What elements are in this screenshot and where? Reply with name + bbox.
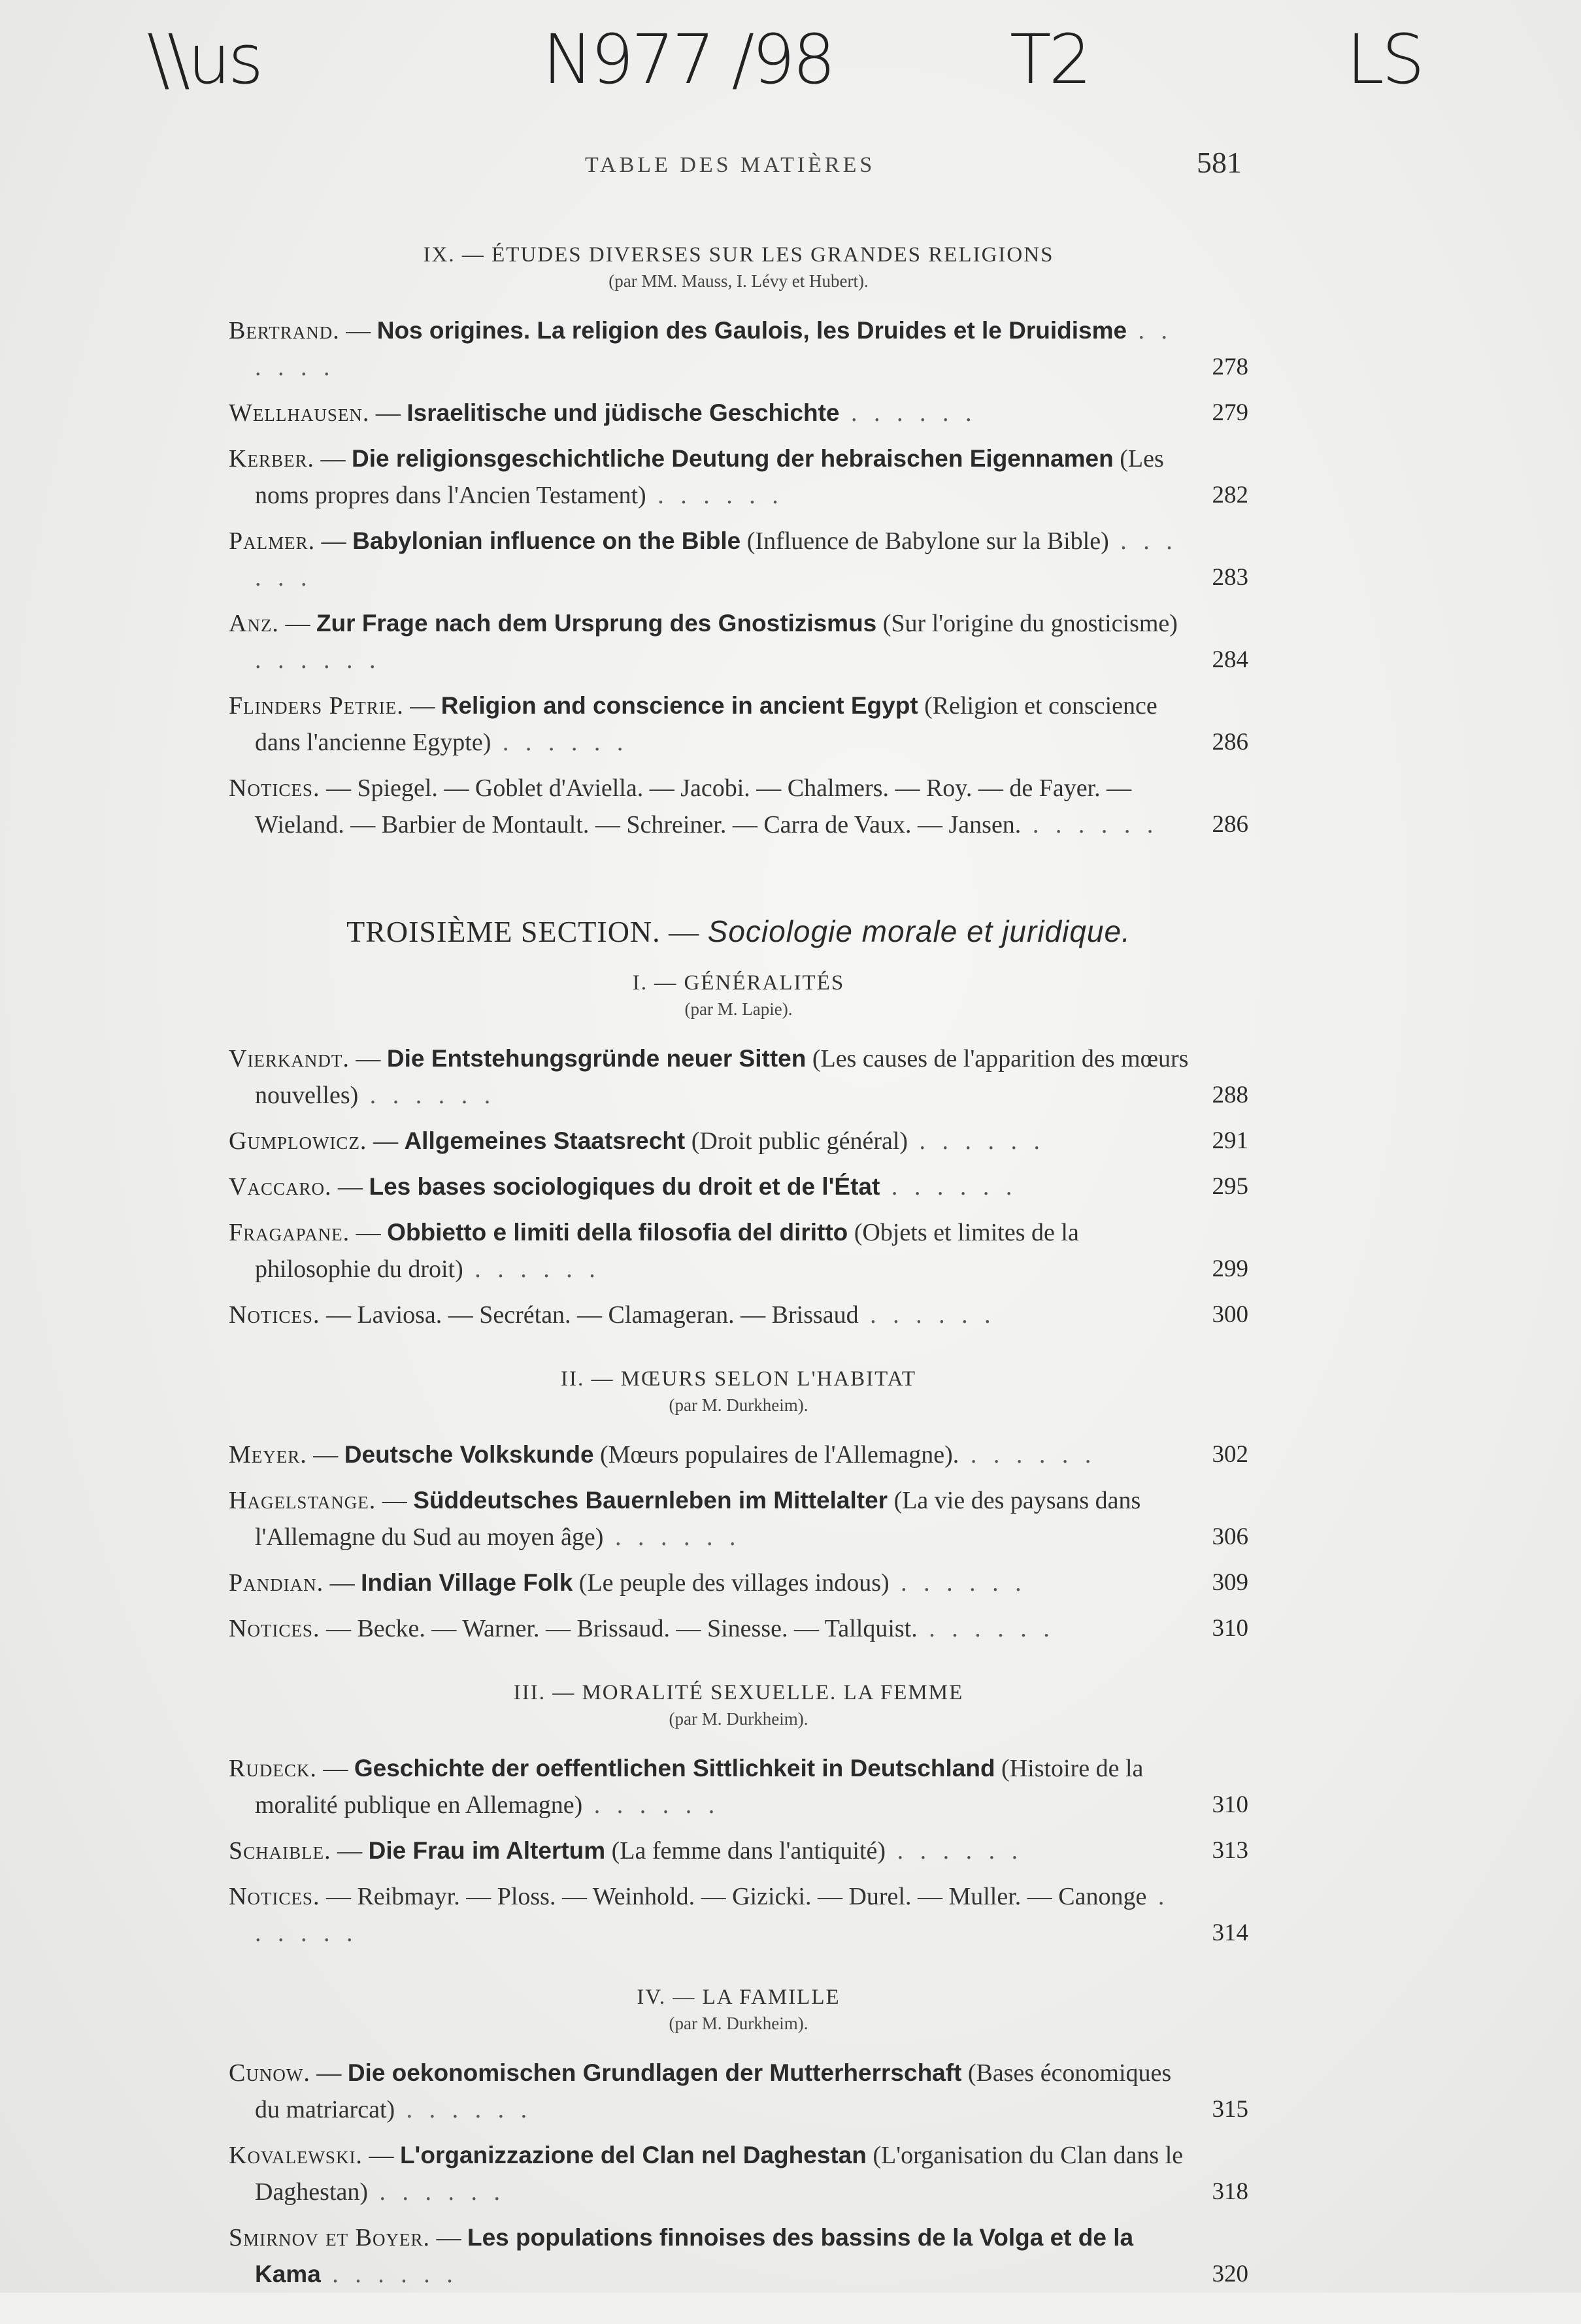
entry-title: Deutsche Volkskunde (344, 1441, 594, 1468)
toc-entry (229, 1214, 1248, 1287)
leader-dots: . . . . . . (320, 2261, 458, 2288)
entry-text: Vaccaro. — Les bases sociologiques du droit et de l'État . . . . . . (229, 1173, 1018, 1201)
entry-page: 291 (1212, 1127, 1248, 1154)
toc-entry (229, 1610, 1248, 1647)
leader-dots: . . . . . . (1021, 811, 1159, 838)
entry-text (229, 1610, 1190, 1647)
toc-entry (229, 1123, 1248, 1159)
toc-entry (229, 1040, 1248, 1114)
entry-text (229, 1297, 1190, 1333)
part-heading: TROISIÈME SECTION. — Sociologie morale et juridique. (346, 914, 1131, 948)
entry-gloss: (Mœurs populaires de l'Allemagne). (600, 1441, 959, 1469)
entry-title: Indian Village Folk (361, 1569, 573, 1596)
toc-entry (229, 1169, 1248, 1205)
entry-title: Obbietto e limiti della filosofia del diritto (387, 1219, 848, 1246)
entry-text (229, 1878, 1190, 1951)
entry-gloss: (La vie des paysans dans l'Allemagne du Sud au moyen âge) (255, 1487, 1141, 1551)
table-of-contents (229, 241, 1248, 2324)
entry-text: Vierkandt. — Die Entstehungsgründe neuer Sitten (Les causes de l'apparition des mœurs nouvelles) . . . . . . (229, 1045, 1189, 1109)
entry-author: Pandian. (229, 1569, 324, 1597)
toc-entry (229, 1833, 1248, 1869)
entry-gloss: (Influence de Babylone sur la Bible) (746, 527, 1109, 555)
running-head (229, 145, 1242, 184)
entry-author: Vaccaro. (229, 1173, 332, 1201)
entry-author: Notices. (229, 1615, 320, 1642)
toc-entry (229, 2219, 1248, 2293)
entry-author: Kovalewski. (229, 2142, 363, 2169)
entry-text: Schaible. — Die Frau im Altertum (La femme dans l'antiquité) . . . . . . (229, 1837, 1023, 1865)
toc-entry (229, 1565, 1248, 1601)
part-subtitle: Sociologie morale et juridique. (707, 914, 1131, 948)
entry-text: Gumplowicz. — Allgemeines Staatsrecht (Droit public général) . . . . . . (229, 1127, 1046, 1155)
section-contributors: (par M. Durkheim). (669, 1709, 808, 1729)
entry-title: Religion and conscience in ancient Egypt (441, 692, 918, 719)
leader-dots: . . . . . . (491, 729, 629, 756)
leader-dots: . . . . . . (917, 1615, 1055, 1642)
leader-dots: . . . . . . (255, 646, 381, 674)
entry-text: Kovalewski. — L'organizzazione del Clan nel Daghestan (L'organisation du Clan dans le Daghestan) . . . . . . (229, 2142, 1184, 2206)
entry-title: Die religionsgeschichtliche Deutung der hebraischen Eigennamen (351, 445, 1114, 472)
entry-gloss: — Laviosa. — Secrétan. — Clamageran. — Brissaud (325, 1301, 859, 1329)
spacer (229, 852, 1248, 874)
handwritten-note-1: \\us (147, 20, 261, 99)
toc-entry (229, 688, 1248, 761)
entry-page: 315 (1212, 2096, 1248, 2123)
entry-text: Kerber. — Die religionsgeschichtliche Deutung der hebraischen Eigennamen (Les noms propres dans l'Ancien Testament) . . . . . . (229, 445, 1164, 509)
entry-gloss: — Reibmayr. — Ploss. — Weinhold. — Gizicki. — Durel. — Muller. — Canonge (325, 1883, 1147, 1910)
entry-author: Hagelstange. (229, 1487, 376, 1514)
entry-author: Cunow. (229, 2059, 310, 2087)
leader-dots: . . . . . . (395, 2096, 533, 2123)
entry-author: Vierkandt. (229, 1045, 350, 1072)
leader-dots: . . . . . . (603, 1523, 741, 1551)
entry-author: Rudeck. (229, 1755, 317, 1782)
entry-author: Palmer. (229, 527, 316, 555)
toc-entry (229, 1750, 1248, 1823)
leader-dots: . . . . . . (908, 1127, 1046, 1155)
entry-author: Flinders Petrie. (229, 692, 404, 720)
entry-page: 286 (1212, 729, 1248, 755)
entry-title: Zur Frage nach dem Ursprung des Gnostizismus (316, 610, 877, 637)
entry-author: Notices. (229, 774, 320, 802)
handwritten-note-4: LS (1346, 20, 1422, 99)
entry-page: 310 (1212, 1791, 1248, 1818)
entry-page: 302 (1212, 1441, 1248, 1468)
entry-page: 300 (1212, 1301, 1248, 1328)
toc-entry (229, 605, 1248, 678)
entry-gloss: (Objets et limites de la philosophie du droit) (255, 1219, 1079, 1283)
section-heading: III. — MORALITÉ SEXUELLE. LA FEMME (513, 1681, 964, 1704)
entry-page: 310 (1212, 1615, 1248, 1642)
entry-page: 279 (1212, 399, 1248, 426)
section-contributors: (par M. Lapie). (684, 999, 793, 1019)
toc-entry (229, 312, 1248, 386)
spacer (229, 1342, 1248, 1365)
toc-entry (229, 2137, 1248, 2210)
entry-page: 313 (1212, 1837, 1248, 1864)
leader-dots: . . . . . . (368, 2178, 506, 2206)
entry-author: Bertrand. (229, 317, 340, 344)
running-title: TABLE DES MATIÈRES (585, 153, 876, 177)
toc-entry (229, 440, 1248, 514)
section-heading: IX. — ÉTUDES DIVERSES SUR LES GRANDES RELIGIONS (423, 243, 1054, 267)
entry-text: Meyer. — Deutsche Volkskunde (Mœurs populaires de l'Allemagne). . . . . . . (229, 1441, 1097, 1469)
toc-entry (229, 2055, 1248, 2128)
section-contributors: (par M. Durkheim). (669, 1395, 808, 1415)
entry-author: Schaible. (229, 1837, 331, 1865)
section-heading: I. — GÉNÉRALITÉS (632, 971, 845, 995)
entry-title: L'organizzazione del Clan nel Daghestan (399, 2142, 867, 2168)
toc-entry (229, 1297, 1248, 1333)
entry-gloss: (Histoire de la moralité publique en Allemagne) (255, 1755, 1144, 1819)
section-heading: II. — MŒURS SELON L'HABITAT (560, 1367, 917, 1391)
leader-dots: . . . . . . (463, 1255, 601, 1283)
entry-text (229, 770, 1190, 843)
leader-dots: . . . . . . (255, 527, 1178, 591)
entry-text: Wellhausen. — Israelitische und jüdische Geschichte . . . . . . (229, 399, 977, 427)
leader-dots: . . . . . . (858, 1301, 996, 1329)
entry-page: 318 (1212, 2178, 1248, 2205)
leader-dots: . . . . . . (959, 1441, 1097, 1469)
leader-dots: . . . . . . (880, 1173, 1018, 1201)
entry-text: Flinders Petrie. — Religion and conscience in ancient Egypt (Religion et conscience dans l'ancienne Egypte) . . . . . . (229, 692, 1157, 756)
entry-gloss: (La femme dans l'antiquité) (611, 1837, 886, 1865)
entry-author: Gumplowicz. (229, 1127, 367, 1155)
page-number: 581 (1197, 146, 1242, 179)
entry-gloss: — Becke. — Warner. — Brissaud. — Sinesse. — Tallquist. (325, 1615, 918, 1642)
entry-gloss: (Religion et conscience dans l'ancienne Egypte) (255, 692, 1157, 756)
toc-entry (229, 1878, 1248, 1951)
section-heading: IV. — LA FAMILLE (637, 1985, 840, 2009)
leader-dots: . . . . . . (646, 482, 784, 509)
leader-dots: . . . . . . (255, 1883, 1170, 1947)
entry-gloss: (Sur l'origine du gnosticisme) (882, 610, 1178, 637)
entry-author: Fragapane. (229, 1219, 350, 1246)
entry-author: Notices. (229, 1301, 320, 1329)
spacer (229, 2302, 1248, 2324)
toc-entry (229, 1436, 1248, 1473)
entry-page: 284 (1212, 646, 1248, 673)
entry-gloss: (Les noms propres dans l'Ancien Testament) (255, 445, 1164, 509)
entry-text: Fragapane. — Obbietto e limiti della filosofia del diritto (Objets et limites de la philosophie du droit) . . . . . . (229, 1219, 1079, 1283)
part-label: TROISIÈME SECTION. (346, 915, 661, 948)
leader-dots: . . . . . . (358, 1082, 496, 1109)
entry-title: Israelitische und jüdische Geschichte (407, 399, 840, 426)
entry-author: Wellhausen. (229, 399, 370, 427)
entry-page: 309 (1212, 1569, 1248, 1596)
entry-title: Nos origines. La religion des Gaulois, les Druides et le Druidisme (376, 317, 1127, 344)
leader-dots: . . . . . . (886, 1837, 1023, 1865)
section-contributors: (par MM. Mauss, I. Lévy et Hubert). (608, 271, 869, 291)
entry-author: Notices. (229, 1883, 320, 1910)
entry-gloss: (Droit public général) (691, 1127, 908, 1155)
entry-gloss: (Les causes de l'apparition des mœurs nouvelles) (255, 1045, 1189, 1109)
entry-page: 283 (1212, 564, 1248, 591)
entry-page: 299 (1212, 1255, 1248, 1282)
entry-text: Rudeck. — Geschichte der oeffentlichen Sittlichkeit in Deutschland (Histoire de la moralité publique en Allemagne) . . . . . . (229, 1755, 1144, 1819)
entry-page: 295 (1212, 1173, 1248, 1200)
entry-page: 282 (1212, 482, 1248, 508)
leader-dots: . . . . . . (582, 1791, 720, 1819)
entry-gloss: — Spiegel. — Goblet d'Aviella. — Jacobi. — Chalmers. — Roy. — de Fayer. — Wieland. — Barbier de Montault. — Schreiner. — Carra de Vaux. — Jansen. (255, 774, 1132, 838)
entry-gloss: (L'organisation du Clan dans le Daghestan) (255, 2142, 1184, 2206)
entry-author: Kerber. (229, 445, 314, 473)
entry-author: Anz. (229, 610, 279, 637)
entry-page: 314 (1212, 1919, 1248, 1946)
entry-page: 320 (1212, 2261, 1248, 2287)
entry-title: Süddeutsches Bauernleben im Mittelalter (413, 1487, 888, 1514)
section-contributors: (par M. Durkheim). (669, 2014, 808, 2033)
entry-text: Anz. — Zur Frage nach dem Ursprung des Gnostizismus (Sur l'origine du gnosticisme) . . . . . . (229, 610, 1178, 674)
entry-page: 278 (1212, 354, 1248, 380)
handwritten-note-3: T2 (1010, 20, 1090, 99)
entry-page: 286 (1212, 811, 1248, 838)
leader-dots: . . . . . . (255, 317, 1173, 381)
entry-text: Pandian. — Indian Village Folk (Le peuple des villages indous) . . . . . . (229, 1569, 1027, 1597)
entry-text: Palmer. — Babylonian influence on the Bible (Influence de Babylone sur la Bible) . . . . . . (229, 527, 1178, 591)
entry-gloss: (Le peuple des villages indous) (578, 1569, 890, 1597)
toc-entry (229, 770, 1248, 843)
entry-text: Hagelstange. — Süddeutsches Bauernleben im Mittelalter (La vie des paysans dans l'Allemagne du Sud au moyen âge) . . . . . . (229, 1487, 1141, 1551)
entry-text: Bertrand. — Nos origines. La religion des Gaulois, les Druides et le Druidisme . . . . . . (229, 317, 1173, 381)
entry-page: 288 (1212, 1082, 1248, 1108)
toc-entry (229, 523, 1248, 596)
spacer (229, 1961, 1248, 1983)
entry-text: Smirnov et Boyer. — Les populations finnoises des bassins de la Volga et de la Kama . . . . . . (229, 2224, 1134, 2288)
entry-title: Die Entstehungsgründe neuer Sitten (386, 1045, 807, 1072)
leader-dots: . . . . . . (889, 1569, 1027, 1597)
entry-title: Les bases sociologiques du droit et de l'État (369, 1173, 880, 1200)
handwritten-note-2: N977 /98 (542, 20, 833, 99)
spacer (229, 1656, 1248, 1678)
entry-title: Geschichte der oeffentlichen Sittlichkeit in Deutschland (354, 1755, 995, 1782)
toc-entry (229, 1482, 1248, 1555)
entry-author: Smirnov et Boyer. (229, 2224, 430, 2251)
entry-page: 306 (1212, 1523, 1248, 1550)
entry-title: Die oekonomischen Grundlagen der Mutterherrschaft (347, 2059, 962, 2086)
entry-text: Cunow. — Die oekonomischen Grundlagen der Mutterherrschaft (Bases économiques du matriarcat) . . . . . . (229, 2059, 1172, 2123)
entry-title: Babylonian influence on the Bible (352, 527, 741, 554)
entry-title: Allgemeines Staatsrecht (404, 1127, 686, 1154)
leader-dots: . . . . . . (839, 399, 977, 427)
toc-entry (229, 395, 1248, 431)
entry-title: Les populations finnoises des bassins de la Volga et de la Kama (255, 2224, 1134, 2287)
entry-gloss: (Bases économiques du matriarcat) (255, 2059, 1172, 2123)
entry-author: Meyer. (229, 1441, 307, 1469)
entry-title: Die Frau im Altertum (368, 1837, 606, 1864)
